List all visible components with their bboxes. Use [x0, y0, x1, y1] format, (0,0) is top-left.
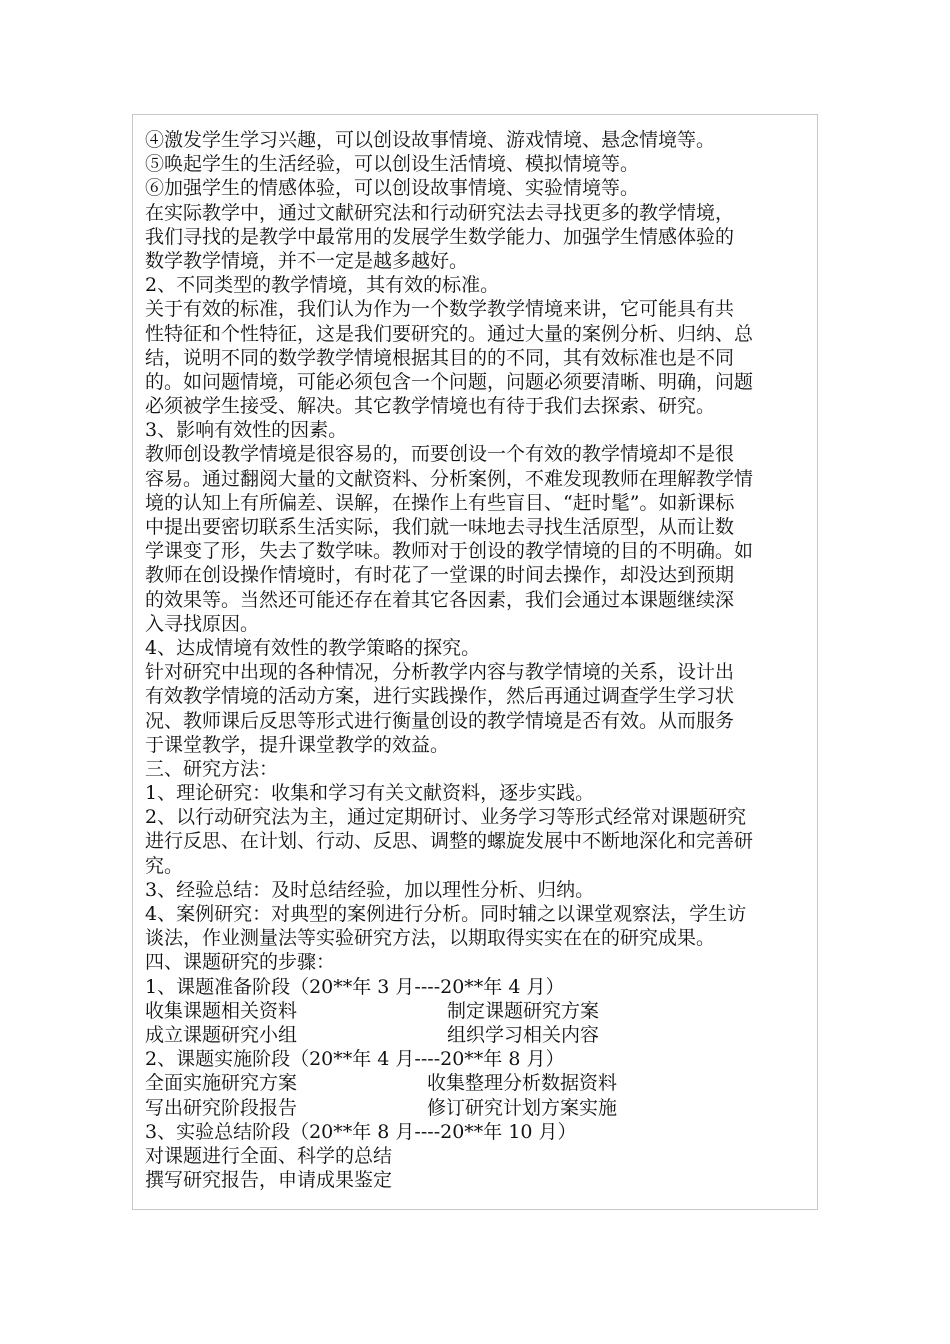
paragraph-line: 关于有效的标准，我们认为作为一个数学教学情境来讲，它可能具有共 — [145, 298, 735, 321]
paragraph-line: 3、经验总结：及时总结经验，加以理性分析、归纳。 — [145, 878, 595, 901]
stage-task-left: 全面实施研究方案 — [145, 1072, 298, 1095]
section-heading: 2、不同类型的教学情境，其有效的标准。 — [145, 274, 500, 297]
paragraph-line: 1、理论研究：收集和学习有关文献资料，逐步实践。 — [145, 782, 595, 805]
paragraph-line: 学课变了形，失去了数学味。教师对于创设的教学情境的目的不明确。如 — [145, 540, 754, 563]
paragraph-line: 于课堂教学，提升课堂教学的效益。 — [145, 733, 450, 756]
section-heading: 4、达成情境有效性的教学策略的探究。 — [145, 636, 481, 659]
stage1-row — [145, 999, 809, 1023]
section-heading: 3、影响有效性的因素。 — [145, 419, 348, 442]
stage-heading: 2、课题实施阶段（20**年 4 月----20**年 8 月） — [145, 1048, 565, 1071]
section-heading: 三、研究方法： — [145, 757, 279, 780]
paragraph-line: 的。如问题情境，可能必须包含一个问题，问题必须要清晰、明确，问题 — [145, 370, 754, 393]
stage-task-left: 成立课题研究小组 — [145, 1023, 298, 1046]
paragraph-line: 容易。通过翻阅大量的文献资料、分析案例，不难发现教师在理解教学情 — [145, 467, 754, 490]
stage-task-right: 组织学习相关内容 — [447, 1023, 600, 1046]
stage2-row — [145, 1096, 809, 1120]
paragraph-line: 况、教师课后反思等形式进行衡量创设的教学情境是否有效。从而服务 — [145, 709, 735, 732]
stage-task-right: 修订研究计划方案实施 — [427, 1096, 618, 1119]
paragraph-line: 进行反思、在计划、行动、反思、调整的螺旋发展中不断地深化和完善研 — [145, 830, 754, 853]
paragraph-line: 究。 — [145, 854, 184, 877]
stage-task-left: 写出研究阶段报告 — [145, 1096, 298, 1119]
stage-heading: 3、实验总结阶段（20**年 8 月----20**年 10 月） — [145, 1120, 577, 1143]
paragraph-line: 谈法，作业测量法等实验研究方法，以期取得实实在在的研究成果。 — [145, 927, 716, 950]
stage-task-right: 收集整理分析数据资料 — [427, 1072, 618, 1095]
paragraph-line: 中提出要密切联系生活实际，我们就一味地去寻找生活原型，从而让数 — [145, 516, 735, 538]
paragraph-line: 在实际教学中，通过文献研究法和行动研究法去寻找更多的教学情境， — [145, 201, 735, 224]
paragraph-line: ⑥加强学生的情感体验，可以创设故事情境、实验情境等。 — [145, 177, 640, 200]
paragraph-line: 我们寻找的是教学中最常用的发展学生数学能力、加强学生情感体验的 — [145, 225, 735, 248]
paragraph-line: 针对研究中出现的各种情况，分析教学内容与教学情境的关系，设计出 — [145, 661, 735, 684]
paragraph-line: 教师在创设操作情境时，有时花了一堂课的时间去操作，却没达到预期 — [145, 564, 735, 587]
stage-task: 对课题进行全面、科学的总结 — [145, 1144, 393, 1167]
paragraph-line: 性特征和个性特征，这是我们要研究的。通过大量的案例分析、归纳、总 — [145, 322, 754, 345]
document-body — [145, 128, 809, 1192]
paragraph-line: 4、案例研究：对典型的案例进行分析。同时辅之以课堂观察法，学生访 — [145, 903, 747, 925]
paragraph-line: 必须被学生接受、解决。其它教学情境也有待于我们去探索、研究。 — [145, 395, 716, 418]
stage1-row — [145, 1023, 809, 1047]
paragraph-line: 有效教学情境的活动方案，进行实践操作，然后再通过调查学生学习状 — [145, 685, 735, 708]
paragraph-line: 境的认知上有所偏差、误解，在操作上有些盲目、“赶时髦”。如新课标 — [145, 491, 735, 514]
paragraph-line: 的效果等。当然还可能还存在着其它各因素，我们会通过本课题继续深 — [145, 588, 735, 611]
paragraph-line: ⑤唤起学生的生活经验，可以创设生活情境、模拟情境等。 — [145, 153, 640, 176]
section-heading: 四、课题研究的步骤： — [145, 951, 336, 974]
stage-heading: 1、课题准备阶段（20**年 3 月----20**年 4 月） — [145, 975, 565, 998]
paragraph-line: 结，说明不同的数学教学情境根据其目的的不同，其有效标准也是不同 — [145, 346, 735, 369]
stage-task: 撰写研究报告，申请成果鉴定 — [145, 1169, 393, 1192]
paragraph-line: ④激发学生学习兴趣，可以创设故事情境、游戏情境、悬念情境等。 — [145, 129, 716, 151]
stage2-row — [145, 1071, 809, 1095]
paragraph-line: 教师创设教学情境是很容易的，而要创设一个有效的教学情境却不是很 — [145, 443, 735, 466]
stage-task-right: 制定课题研究方案 — [447, 999, 600, 1022]
paragraph-line: 入寻找原因。 — [145, 612, 260, 635]
stage-task-left: 收集课题相关资料 — [145, 999, 298, 1022]
paragraph-line: 2、以行动研究法为主，通过定期研讨、业务学习等形式经常对课题研究 — [145, 806, 747, 829]
paragraph-line: 数学教学情境，并不一定是越多越好。 — [145, 249, 469, 272]
